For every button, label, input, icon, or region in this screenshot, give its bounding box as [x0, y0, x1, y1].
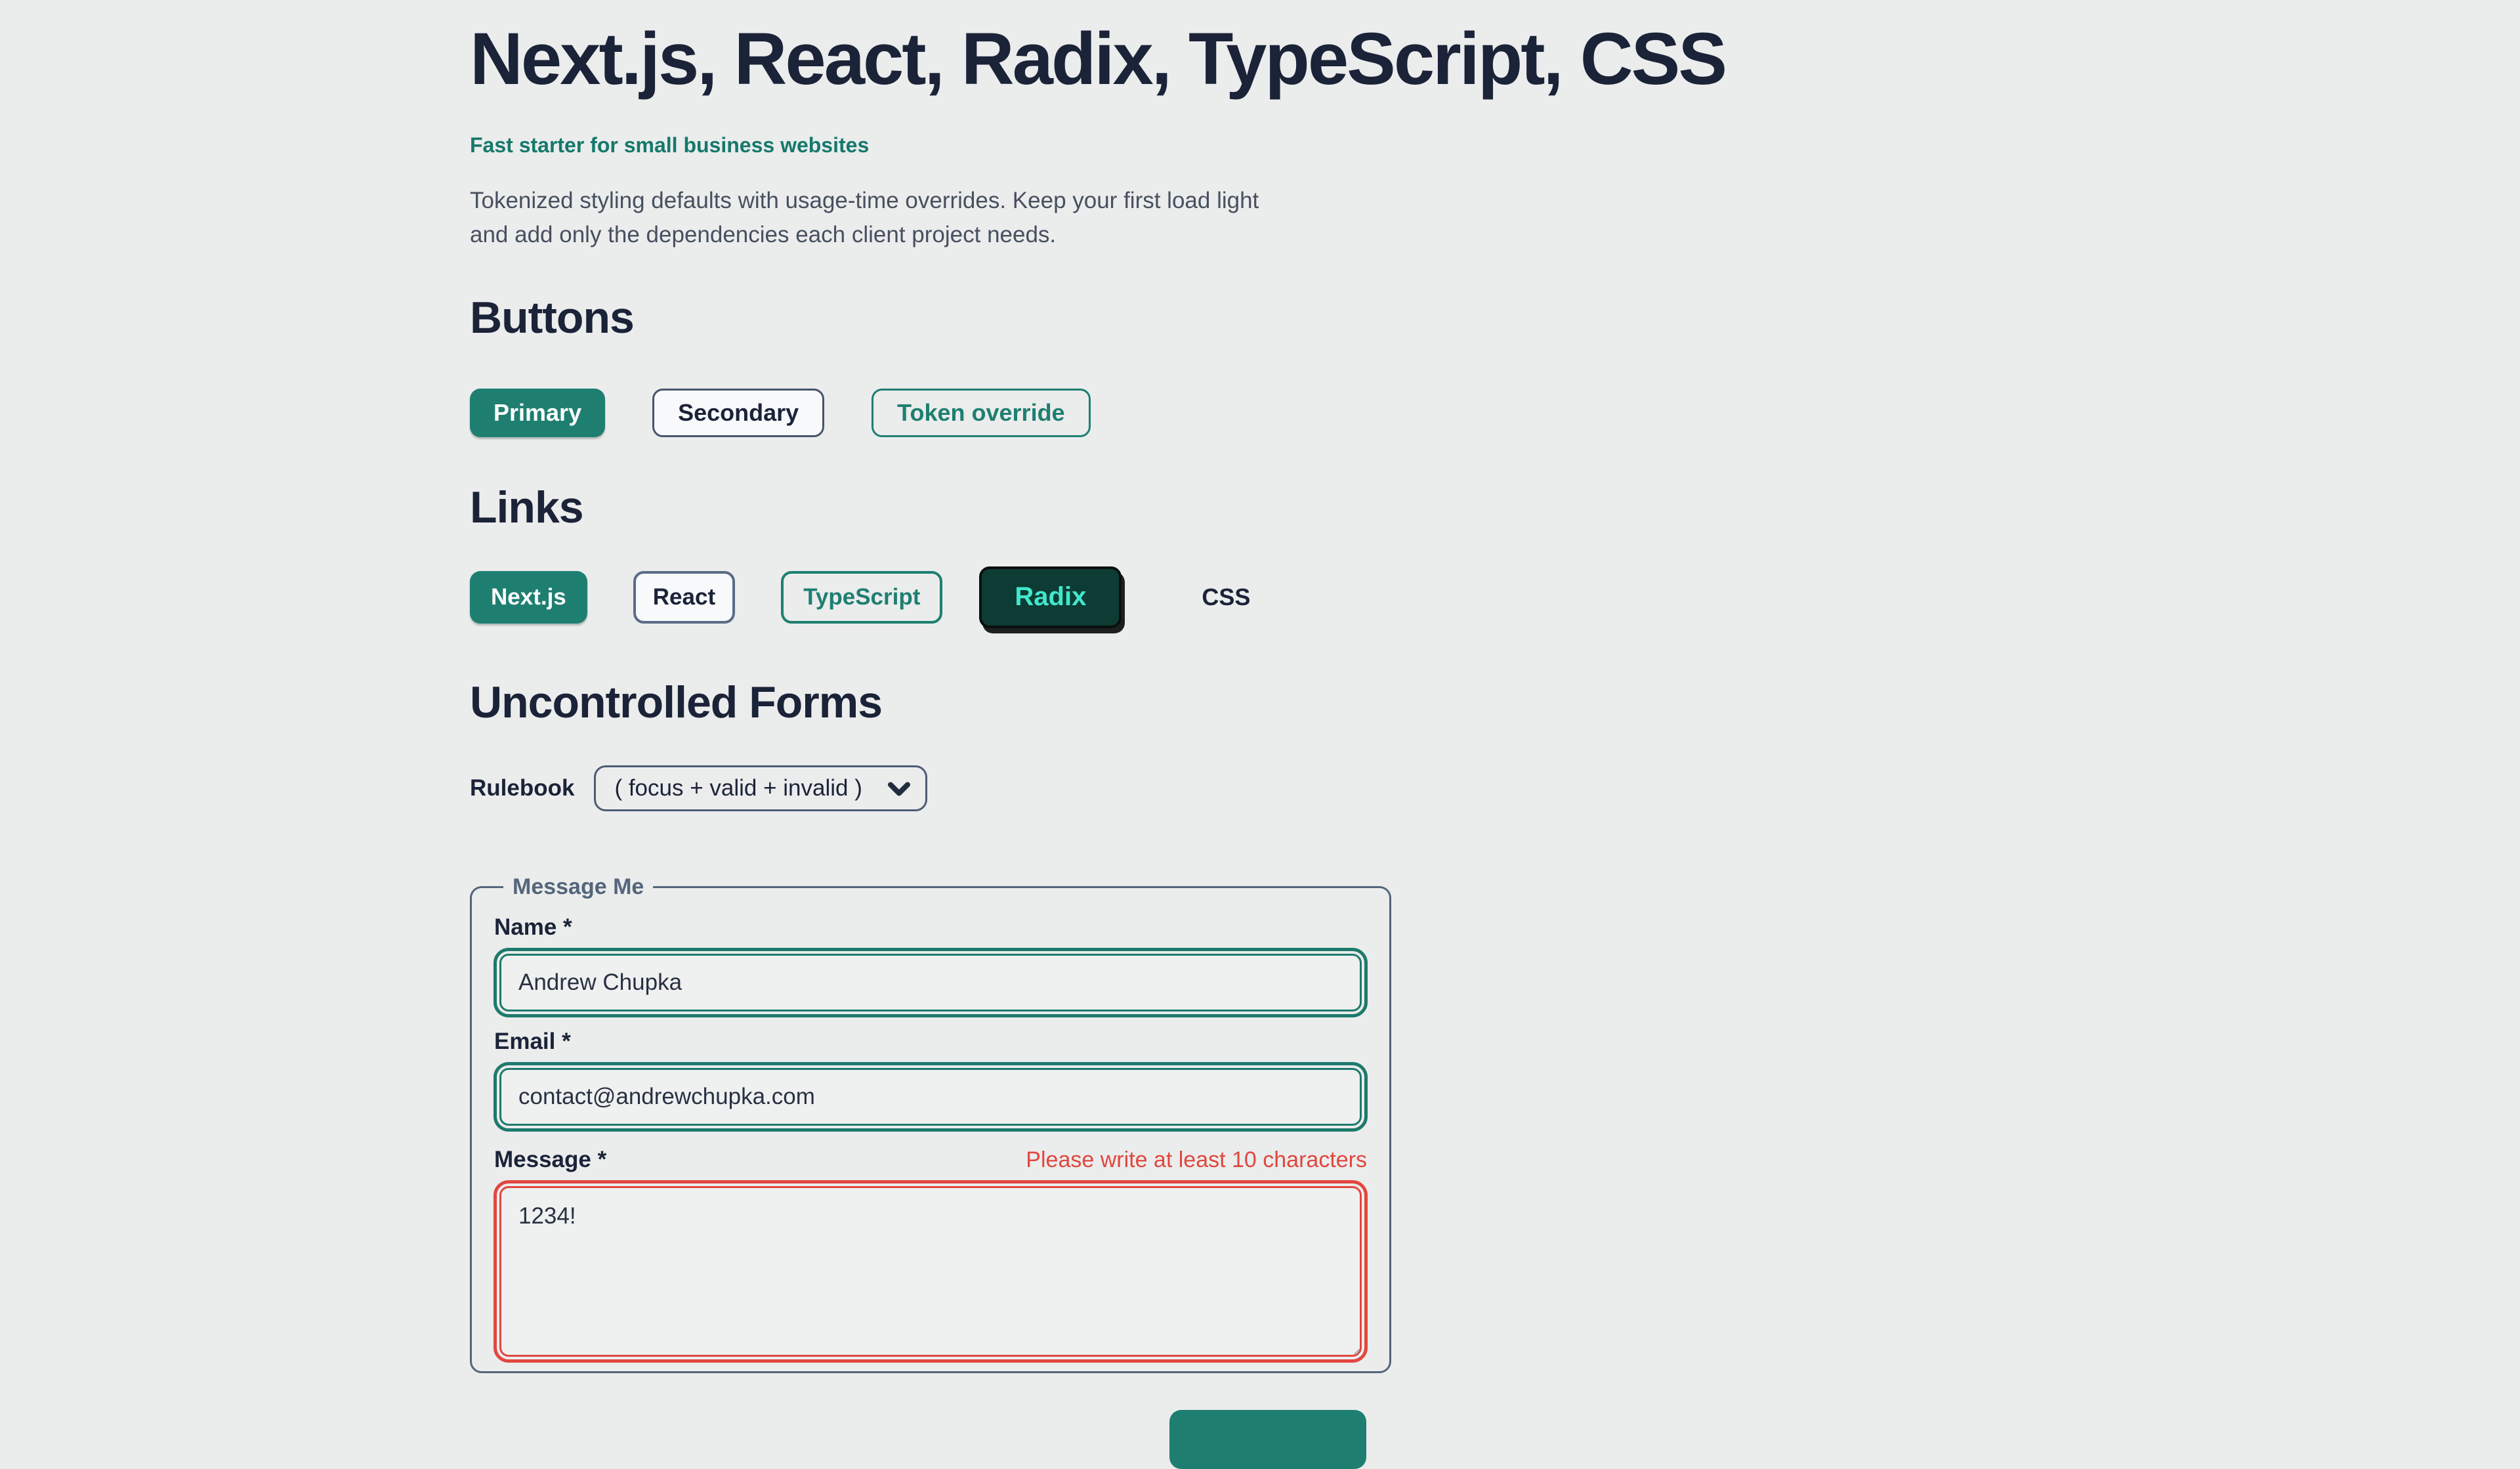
buttons-heading: Buttons: [470, 293, 634, 343]
rulebook-row: [470, 765, 1391, 811]
buttons-row: [470, 389, 1391, 437]
message-textarea[interactable]: [499, 1186, 1362, 1357]
rulebook-select-wrap: [594, 765, 927, 811]
rulebook-select[interactable]: [594, 765, 927, 811]
description-line-2: and add only the dependencies each client project needs.: [470, 221, 1057, 247]
message-label: Message *: [494, 1146, 607, 1172]
primary-button[interactable]: Primary: [470, 389, 605, 437]
link-typescript[interactable]: TypeScript: [781, 571, 942, 624]
message-me-legend: Message Me: [513, 874, 644, 899]
link-nextjs[interactable]: Next.js: [470, 571, 587, 624]
message-me-fieldset: [470, 874, 1391, 1373]
submit-button[interactable]: [1169, 1410, 1366, 1469]
name-input-wrap: [494, 948, 1367, 1017]
name-input[interactable]: [499, 954, 1362, 1011]
link-react[interactable]: React: [633, 571, 735, 624]
name-label: Name *: [494, 914, 572, 940]
links-heading: Links: [470, 482, 583, 533]
page-description: [470, 184, 1391, 252]
page-subtitle: Fast starter for small business websites: [470, 133, 870, 157]
forms-heading: Uncontrolled Forms: [470, 677, 883, 727]
rulebook-label: Rulebook: [470, 775, 575, 801]
token-override-button[interactable]: Token override: [872, 389, 1090, 437]
email-input[interactable]: [499, 1068, 1362, 1126]
secondary-button[interactable]: Secondary: [652, 389, 824, 437]
link-radix[interactable]: Radix: [979, 566, 1122, 628]
page-content: [470, 0, 1726, 1373]
message-textarea-wrap: [494, 1181, 1367, 1362]
link-css[interactable]: CSS: [1202, 583, 1251, 610]
email-label: Email *: [494, 1028, 571, 1054]
links-row: [470, 566, 1391, 628]
message-error-text: Please write at least 10 characters: [1026, 1147, 1367, 1172]
email-input-wrap: [494, 1063, 1367, 1131]
message-label-row: [494, 1145, 1367, 1173]
description-line-1: Tokenized styling defaults with usage-time overrides. Keep your first load light: [470, 187, 1259, 213]
page-title: Next.js, React, Radix, TypeScript, CSS: [470, 18, 1726, 100]
